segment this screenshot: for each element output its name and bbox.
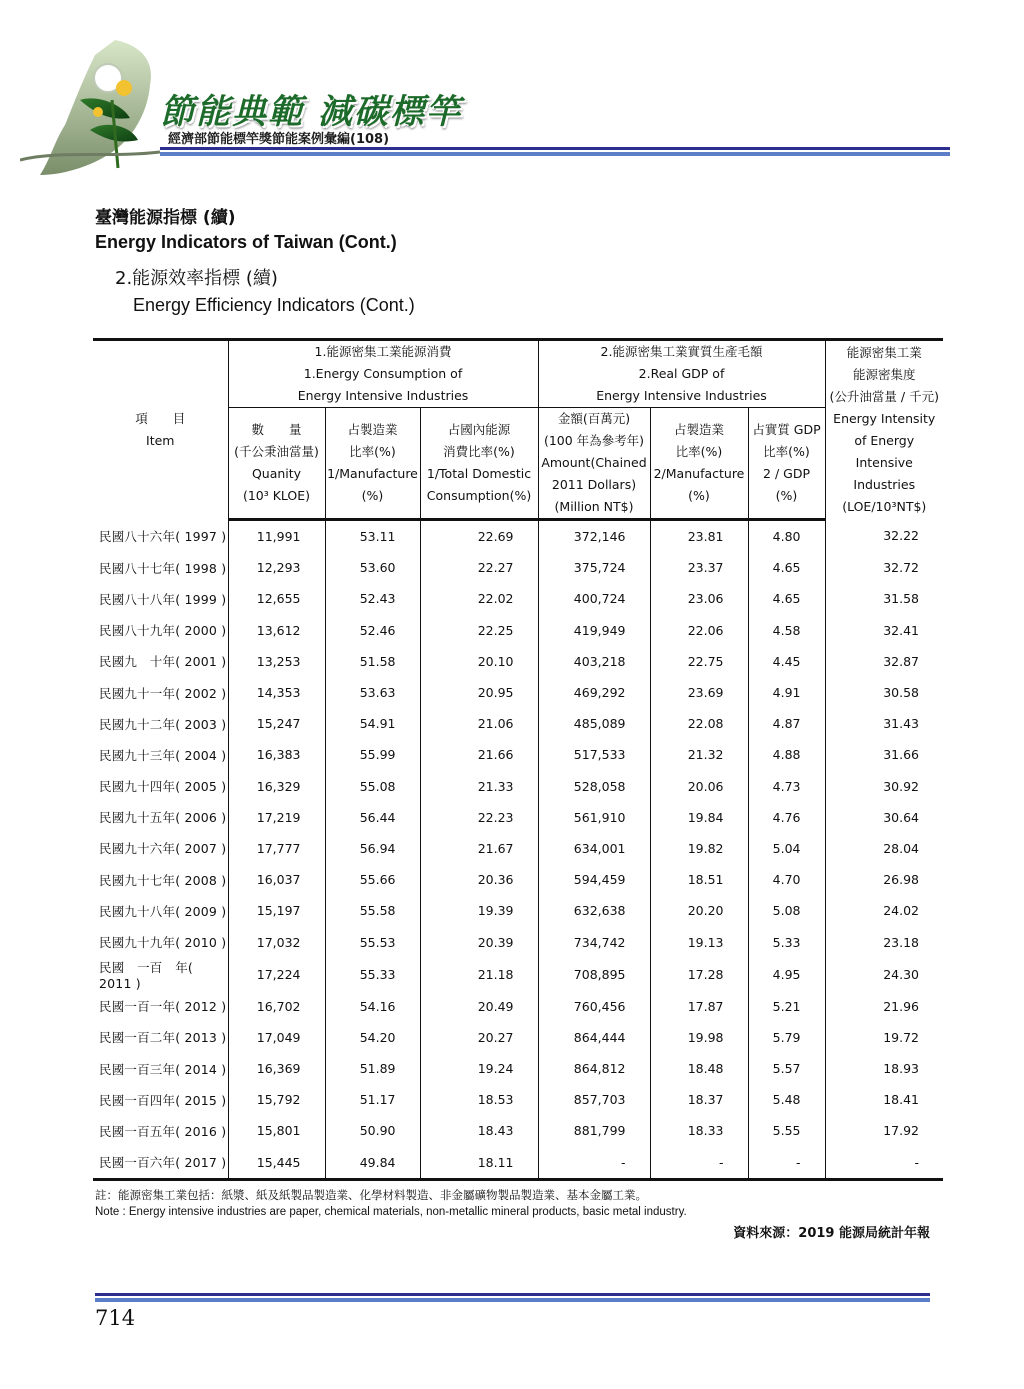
cell-gdp-share: 5.04 [748, 833, 825, 864]
cell-domestic-share: 22.69 [420, 520, 538, 553]
table-row [93, 926, 943, 957]
footer-rule [95, 1298, 930, 1302]
cell-amount: 864,444 [538, 1022, 650, 1053]
cell-intensity: 31.66 [825, 739, 943, 770]
group1-header [228, 340, 538, 408]
domestic-zh2: 消費比率(%) [443, 444, 515, 459]
intensity-zh2: 能源密集度 [852, 367, 916, 383]
item-header-zh: 項 目 [135, 411, 186, 427]
cell-domestic-share: 21.67 [420, 833, 538, 864]
cell-manufacture-share-2: 23.06 [650, 583, 748, 614]
cell-gdp-share: 4.65 [748, 552, 825, 583]
cell-manufacture-share-1: 55.08 [325, 771, 420, 802]
table-row [93, 833, 943, 864]
cell-item: 民國一百六年( 2017 ) [93, 1147, 228, 1180]
cell-manufacture-share-1: 56.44 [325, 802, 420, 833]
cell-intensity: 28.04 [825, 833, 943, 864]
cell-item: 民國一百一年( 2012 ) [99, 999, 227, 1015]
cell-intensity: 26.98 [825, 864, 943, 895]
cell-intensity: 18.93 [825, 1053, 943, 1084]
banner-rule [160, 152, 950, 156]
domestic-header [420, 408, 538, 520]
cell-item: 民國九十二年( 2003 ) [99, 716, 227, 732]
table-row [93, 864, 943, 895]
table-row [93, 991, 943, 1022]
cell-intensity: 21.96 [825, 991, 943, 1022]
cell-quantity: 16,702 [228, 991, 325, 1022]
table-row [93, 958, 943, 991]
cell-manufacture-share-1: 54.16 [325, 991, 420, 1022]
cell-amount: 375,724 [538, 552, 650, 583]
cell-manufacture-share-2: 19.84 [650, 802, 748, 833]
cell-gdp-share: 5.21 [748, 991, 825, 1022]
cell-gdp-share: 4.76 [748, 802, 825, 833]
table-row [93, 1147, 943, 1180]
cell-quantity: 13,612 [228, 615, 325, 646]
cell-gdp-share: 4.65 [748, 583, 825, 614]
cell-domestic-share: 18.11 [420, 1147, 538, 1180]
cell-item: 民國一百三年( 2014 ) [99, 1061, 227, 1077]
cell-intensity: 30.64 [825, 802, 943, 833]
cell-amount: 881,799 [538, 1115, 650, 1146]
domestic-zh1: 占國內能源 [447, 422, 511, 437]
cell-amount: 708,895 [538, 958, 650, 991]
cell-manufacture-share-1: 55.53 [325, 926, 420, 957]
cell-amount: 864,812 [538, 1053, 650, 1084]
cell-domestic-share: 21.66 [420, 739, 538, 770]
cell-amount: 372,146 [538, 520, 650, 553]
banner-subtitle: 經濟部節能標竿獎節能案例彙編(108) [168, 132, 390, 147]
amount-header [538, 408, 650, 520]
cell-manufacture-share-1: 49.84 [325, 1147, 420, 1180]
cell-gdp-share: 5.48 [748, 1084, 825, 1115]
cell-manufacture-share-2: 18.33 [650, 1115, 748, 1146]
cell-item: 民國九十三年( 2004 ) [99, 747, 227, 763]
manu1-zh2: 比率(%) [349, 444, 396, 459]
domestic-en1: 1/Total Domestic [426, 466, 532, 481]
cell-quantity: 15,801 [228, 1115, 325, 1146]
table-row [93, 895, 943, 926]
qty-unit-en: (10³ KLOE) [242, 488, 311, 503]
cell-intensity: 24.30 [825, 958, 943, 991]
cell-amount: 469,292 [538, 677, 650, 708]
cell-domestic-share: 21.33 [420, 771, 538, 802]
cell-gdp-share: 5.55 [748, 1115, 825, 1146]
cell-intensity: 32.41 [825, 615, 943, 646]
cell-manufacture-share-1: 55.58 [325, 895, 420, 926]
cell-manufacture-share-2: 22.08 [650, 708, 748, 739]
cell-amount: 632,638 [538, 895, 650, 926]
group2-zh: 2.能源密集工業實質生產毛額 [600, 344, 763, 359]
cell-domestic-share: 20.39 [420, 926, 538, 957]
cell-manufacture-share-1: 52.43 [325, 583, 420, 614]
cell-item: 民國一百四年( 2015 ) [99, 1092, 227, 1108]
cell-quantity: 17,032 [228, 926, 325, 957]
table-row [93, 552, 943, 583]
cell-manufacture-share-1: 56.94 [325, 833, 420, 864]
manu1-en: 1/Manufacture [327, 466, 418, 481]
amount-en2: 2011 Dollars) [551, 477, 637, 492]
table-row [93, 520, 943, 553]
qty-zh: 數 量 [251, 422, 302, 437]
cell-domestic-share: 20.27 [420, 1022, 538, 1053]
cell-quantity: 15,197 [228, 895, 325, 926]
cell-intensity: - [825, 1147, 943, 1180]
cell-item: 民國八十七年( 1998 ) [99, 560, 227, 576]
cell-amount: 400,724 [538, 583, 650, 614]
cell-domestic-share: 22.23 [420, 802, 538, 833]
cell-manufacture-share-2: 19.98 [650, 1022, 748, 1053]
cell-quantity: 16,383 [228, 739, 325, 770]
cell-manufacture-share-1: 51.17 [325, 1084, 420, 1115]
cell-item: 民國九十一年( 2002 ) [99, 685, 227, 701]
amount-ref-zh: (100 年為參考年) [543, 433, 645, 448]
intensity-en1: Energy Intensity [833, 411, 936, 427]
manu2-en: 2/Manufacture [653, 466, 745, 481]
cell-amount: 517,533 [538, 739, 650, 770]
cell-item: 民國八十八年( 1999 ) [99, 591, 227, 607]
intensity-zh1: 能源密集工業 [846, 345, 922, 361]
group1-zh: 1.能源密集工業能源消費 [314, 344, 452, 359]
cell-manufacture-share-2: 23.81 [650, 520, 748, 553]
amount-unit: (Million NT$) [554, 499, 634, 514]
cell-item: 民國九十八年( 2009 ) [99, 903, 227, 919]
cell-item: 民國九十六年( 2007 ) [99, 841, 227, 857]
intensity-en3: Industries [853, 477, 916, 493]
cell-manufacture-share-2: 17.28 [650, 958, 748, 991]
table-row [93, 802, 943, 833]
cell-amount: 528,058 [538, 771, 650, 802]
table-row [93, 583, 943, 614]
cell-amount: 561,910 [538, 802, 650, 833]
group1-en1: 1.Energy Consumption of [303, 366, 463, 381]
item-header-en: Item [146, 433, 175, 449]
cell-gdp-share: 4.88 [748, 739, 825, 770]
cell-domestic-share: 20.49 [420, 991, 538, 1022]
cell-domestic-share: 20.10 [420, 646, 538, 677]
group2-en1: 2.Real GDP of [638, 366, 725, 381]
manu1-zh1: 占製造業 [347, 422, 398, 437]
cell-quantity: 14,353 [228, 677, 325, 708]
cell-item: 民國九十九年( 2010 ) [99, 935, 227, 951]
cell-item: 民國八十六年( 1997 ) [99, 528, 227, 544]
cell-quantity: 11,991 [228, 520, 325, 553]
gdp-header [748, 408, 825, 520]
cell-manufacture-share-2: - [650, 1147, 748, 1180]
cell-item: 民國九 十年( 2001 ) [99, 654, 227, 670]
note-zh: 註：能源密集工業包括：紙漿、紙及紙製品製造業、化學材料製造、非金屬礦物製品製造業、基本金屬工業。 [95, 1188, 647, 1202]
cell-gdp-share: 4.87 [748, 708, 825, 739]
cell-manufacture-share-1: 53.11 [325, 520, 420, 553]
intensity-unit-zh: (公升油當量 / 千元) [829, 389, 939, 405]
table-row [93, 677, 943, 708]
cell-quantity: 15,247 [228, 708, 325, 739]
cell-manufacture-share-2: 20.20 [650, 895, 748, 926]
cell-intensity: 31.58 [825, 583, 943, 614]
cell-amount: 594,459 [538, 864, 650, 895]
page-number: 714 [95, 1306, 136, 1330]
intensity-unit-en: (LOE/10³NT$) [842, 499, 927, 515]
cell-quantity: 13,253 [228, 646, 325, 677]
cell-manufacture-share-1: 51.89 [325, 1053, 420, 1084]
cell-intensity: 17.92 [825, 1115, 943, 1146]
cell-intensity: 19.72 [825, 1022, 943, 1053]
cell-domestic-share: 19.24 [420, 1053, 538, 1084]
cell-item: 民國一百二年( 2013 ) [99, 1030, 227, 1046]
cell-manufacture-share-2: 19.82 [650, 833, 748, 864]
cell-quantity: 17,049 [228, 1022, 325, 1053]
cell-manufacture-share-1: 51.58 [325, 646, 420, 677]
cell-quantity: 15,792 [228, 1084, 325, 1115]
cell-item: 民國九十五年( 2006 ) [99, 810, 227, 826]
table-row [93, 1084, 943, 1115]
cell-manufacture-share-1: 55.66 [325, 864, 420, 895]
cell-domestic-share: 18.53 [420, 1084, 538, 1115]
manu2-zh2: 比率(%) [675, 444, 723, 459]
cell-intensity: 32.22 [825, 520, 943, 553]
table-row [93, 1022, 943, 1053]
energy-indicators-table [93, 338, 943, 1181]
cell-manufacture-share-1: 55.33 [325, 958, 420, 991]
manu1-unit: (%) [361, 488, 384, 503]
cell-manufacture-share-1: 52.46 [325, 615, 420, 646]
table-row [93, 771, 943, 802]
cell-manufacture-share-1: 55.99 [325, 739, 420, 770]
data-source: 資料來源：2019 能源局統計年報 [733, 1226, 930, 1241]
cell-amount: 734,742 [538, 926, 650, 957]
table-row [93, 739, 943, 770]
cell-item: 民國八十九年( 2000 ) [99, 623, 227, 639]
cell-quantity: 17,224 [228, 958, 325, 991]
cell-intensity: 24.02 [825, 895, 943, 926]
cell-quantity: 12,655 [228, 583, 325, 614]
heading-en-sub: Energy Efficiency Indicators (Cont.) [133, 295, 415, 315]
cell-domestic-share: 22.02 [420, 583, 538, 614]
cell-gdp-share: 4.45 [748, 646, 825, 677]
table-row [93, 615, 943, 646]
cell-quantity: 17,777 [228, 833, 325, 864]
cell-item: 民國九十四年( 2005 ) [99, 779, 227, 795]
cell-manufacture-share-2: 23.69 [650, 677, 748, 708]
cell-manufacture-share-2: 20.06 [650, 771, 748, 802]
header-banner [20, 40, 940, 180]
cell-manufacture-share-2: 18.48 [650, 1053, 748, 1084]
cell-item: 民國 一百 年( 2011 ) [99, 959, 193, 991]
cell-intensity: 32.87 [825, 646, 943, 677]
cell-domestic-share: 21.18 [420, 958, 538, 991]
cell-domestic-share: 18.43 [420, 1115, 538, 1146]
cell-manufacture-share-2: 19.13 [650, 926, 748, 957]
group2-en2: Energy Intensive Industries [596, 388, 767, 403]
cell-gdp-share: 5.08 [748, 895, 825, 926]
cell-manufacture-share-2: 22.06 [650, 615, 748, 646]
cell-gdp-share: 5.33 [748, 926, 825, 957]
cell-amount: 857,703 [538, 1084, 650, 1115]
item-header [93, 340, 228, 520]
cell-domestic-share: 21.06 [420, 708, 538, 739]
cell-manufacture-share-1: 54.91 [325, 708, 420, 739]
cell-intensity: 30.92 [825, 771, 943, 802]
cell-intensity: 32.72 [825, 552, 943, 583]
cell-manufacture-share-1: 53.63 [325, 677, 420, 708]
cell-manufacture-share-2: 18.37 [650, 1084, 748, 1115]
table-body [93, 520, 943, 1180]
cell-gdp-share: 4.58 [748, 615, 825, 646]
cell-domestic-share: 20.95 [420, 677, 538, 708]
cell-quantity: 15,445 [228, 1147, 325, 1180]
cell-quantity: 12,293 [228, 552, 325, 583]
cell-manufacture-share-2: 23.37 [650, 552, 748, 583]
cell-item: 民國一百五年( 2016 ) [99, 1123, 227, 1139]
heading-en-main: Energy Indicators of Taiwan (Cont.) [95, 232, 397, 252]
cell-manufacture-share-1: 54.20 [325, 1022, 420, 1053]
cell-amount: 403,218 [538, 646, 650, 677]
banner-rule [160, 147, 950, 150]
cell-amount: 485,089 [538, 708, 650, 739]
cell-item: 民國九十七年( 2008 ) [99, 872, 227, 888]
intensity-en2: of Energy Intensive [854, 433, 915, 471]
manu2-zh1: 占製造業 [673, 422, 724, 437]
amount-en1: Amount(Chained [541, 455, 647, 470]
cell-gdp-share: 5.79 [748, 1022, 825, 1053]
cell-domestic-share: 22.25 [420, 615, 538, 646]
cell-gdp-share: - [748, 1147, 825, 1180]
cell-quantity: 16,369 [228, 1053, 325, 1084]
qty-unit-zh: (千公秉油當量) [234, 444, 319, 459]
gdp-zh2: 比率(%) [763, 444, 810, 459]
qty-en: Quanity [251, 466, 302, 481]
cell-intensity: 23.18 [825, 926, 943, 957]
group1-en2: Energy Intensive Industries [297, 388, 469, 403]
domestic-en2: Consumption(%) [426, 488, 532, 503]
table-row [93, 646, 943, 677]
table-row [93, 708, 943, 739]
note-en: Note : Energy intensive industries are paper, chemical materials, non-metallic mineral products, basic metal industry. [95, 1206, 687, 1218]
cell-quantity: 16,329 [228, 771, 325, 802]
cell-quantity: 16,037 [228, 864, 325, 895]
manu2-unit: (%) [688, 488, 710, 503]
cell-gdp-share: 4.80 [748, 520, 825, 553]
cell-gdp-share: 4.70 [748, 864, 825, 895]
intensity-header [825, 340, 943, 520]
cell-gdp-share: 5.57 [748, 1053, 825, 1084]
table-row [93, 1053, 943, 1084]
manu1-header [325, 408, 420, 520]
amount-zh: 金額(百萬元) [557, 411, 631, 426]
qty-header [228, 408, 325, 520]
cell-domestic-share: 19.39 [420, 895, 538, 926]
table-row [93, 1115, 943, 1146]
cell-domestic-share: 22.27 [420, 552, 538, 583]
banner-title: 節能典範 減碳標竿 [160, 92, 462, 132]
heading-zh-main: 臺灣能源指標 (續) [95, 208, 236, 228]
cell-quantity: 17,219 [228, 802, 325, 833]
cell-amount: - [538, 1147, 650, 1180]
cell-manufacture-share-2: 21.32 [650, 739, 748, 770]
gdp-zh1: 占實質 GDP [752, 422, 821, 437]
gdp-en: 2 / GDP [763, 466, 810, 481]
cell-manufacture-share-1: 50.90 [325, 1115, 420, 1146]
manu2-header [650, 408, 748, 520]
cell-domestic-share: 20.36 [420, 864, 538, 895]
cell-manufacture-share-1: 53.60 [325, 552, 420, 583]
cell-amount: 634,001 [538, 833, 650, 864]
cell-intensity: 31.43 [825, 708, 943, 739]
cell-manufacture-share-2: 18.51 [650, 864, 748, 895]
cell-gdp-share: 4.95 [748, 958, 825, 991]
group2-header [538, 340, 825, 408]
cell-intensity: 18.41 [825, 1084, 943, 1115]
heading-zh-sub: 2.能源效率指標 (續) [115, 268, 278, 289]
gdp-unit: (%) [775, 488, 798, 503]
cell-gdp-share: 4.91 [748, 677, 825, 708]
cell-manufacture-share-2: 17.87 [650, 991, 748, 1022]
cell-intensity: 30.58 [825, 677, 943, 708]
cell-gdp-share: 4.73 [748, 771, 825, 802]
footer-rule [95, 1293, 930, 1296]
cell-manufacture-share-2: 22.75 [650, 646, 748, 677]
cell-amount: 760,456 [538, 991, 650, 1022]
cell-amount: 419,949 [538, 615, 650, 646]
